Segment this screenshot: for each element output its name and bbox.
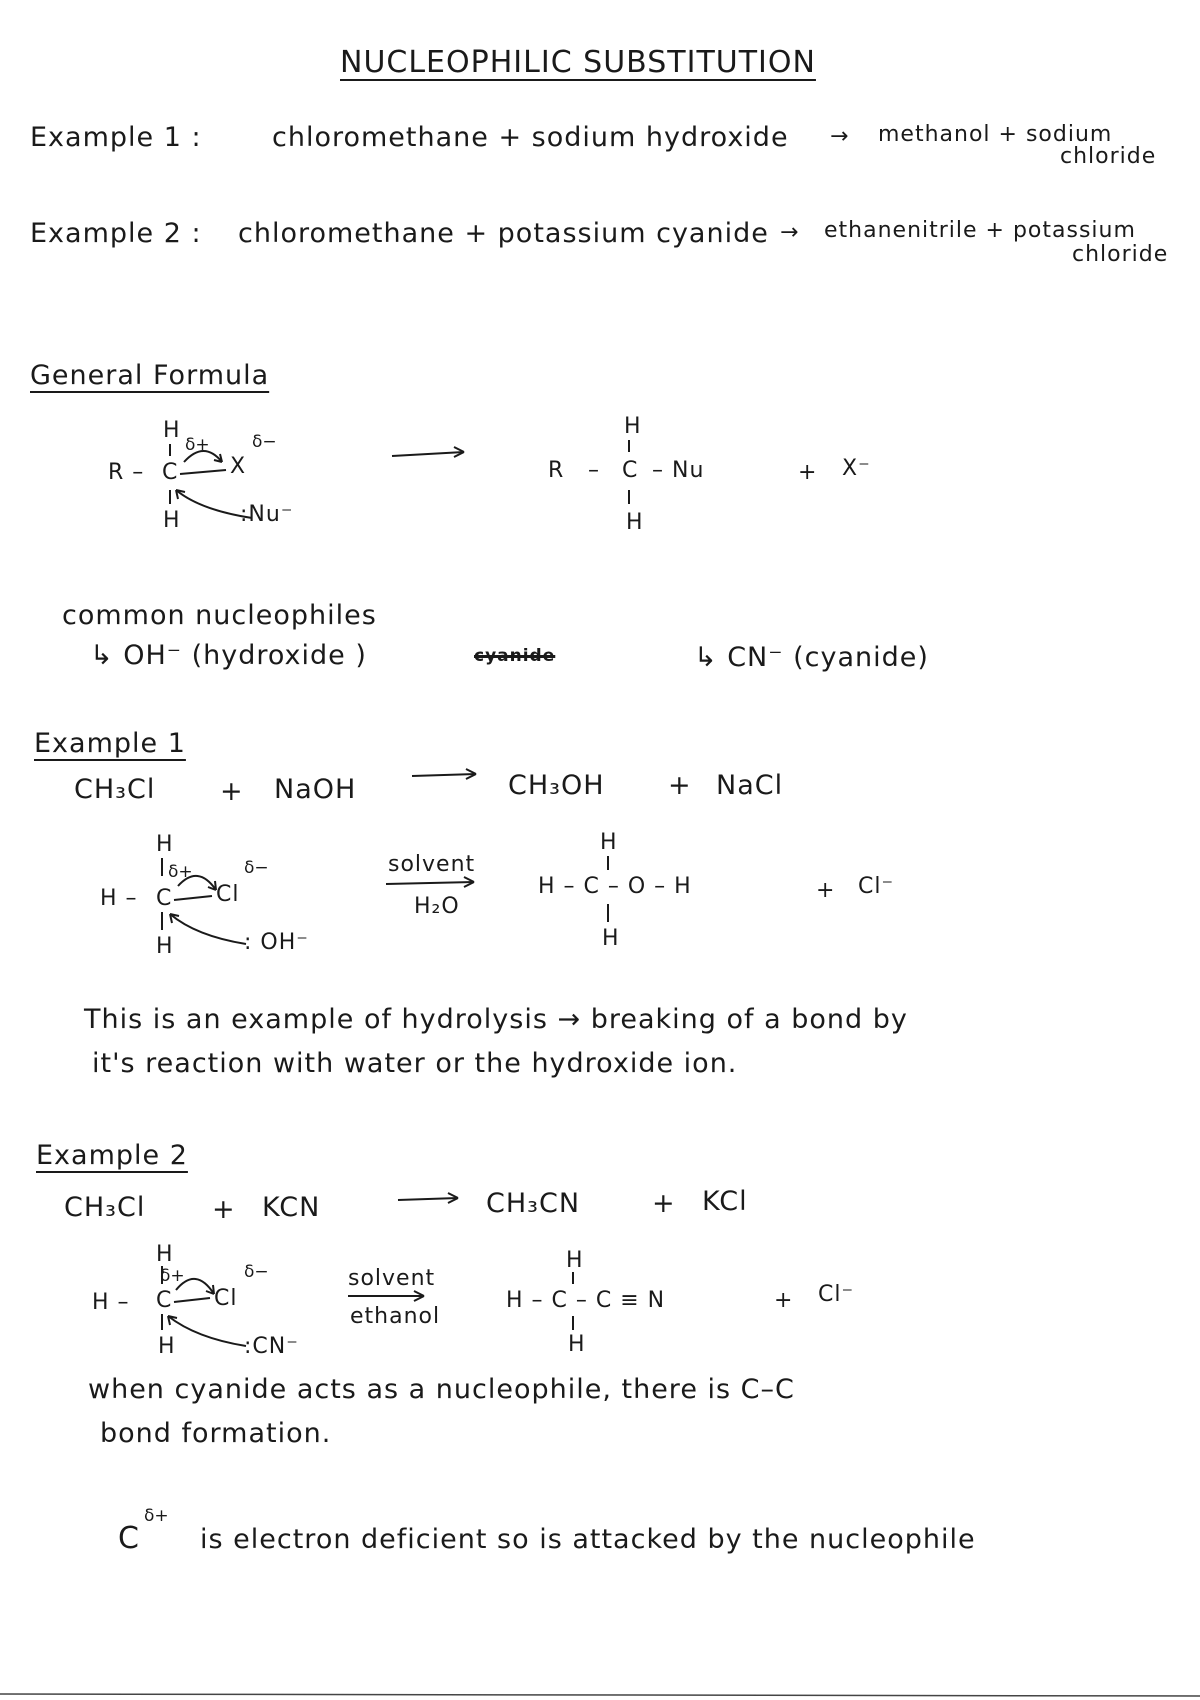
intro-example1-products-cont: chloride xyxy=(1060,144,1157,169)
ex2-product2: KCl xyxy=(702,1186,748,1217)
gf-leaving-group: X xyxy=(230,454,247,479)
ex1-plus2: + xyxy=(668,770,692,801)
ex1-mech-delta-plus: δ+ xyxy=(168,862,193,882)
gf-plus: + xyxy=(798,460,818,485)
gf-nucleophile: :Nu⁻ xyxy=(240,502,294,527)
ex1-product2: NaCl xyxy=(716,770,784,801)
ex1-plus1: + xyxy=(220,776,244,807)
final-carbon: C xyxy=(118,1521,140,1556)
ex1-mech-chlorine: Cl xyxy=(216,882,240,907)
ex1-reactant1: CH₃Cl xyxy=(74,774,156,805)
ex1-mech-bottom-h: H xyxy=(156,934,174,959)
ex1-curly-arrow-2 xyxy=(170,914,246,944)
ex2-prod-top-h: H xyxy=(566,1248,584,1273)
general-formula-heading: General Formula xyxy=(30,360,270,391)
ex2-mech-bottom-h: H xyxy=(158,1334,176,1359)
ex2-mech-chlorine: Cl xyxy=(214,1286,238,1311)
gf-prod-top-h: H xyxy=(624,414,642,439)
ex2-prod-chain: H – C – C ≡ N xyxy=(506,1288,666,1313)
ex1-solvent-arrow xyxy=(386,882,474,884)
ex2-bond-c-cl xyxy=(174,1298,210,1302)
ex1-note-line1: This is an example of hydrolysis → breaking of a bond by xyxy=(84,1004,908,1035)
ex2-mech-top-h: H xyxy=(156,1242,174,1267)
gf-bond-c-x xyxy=(180,470,226,474)
ex1-mech-hydroxide: : OH⁻ xyxy=(244,930,309,955)
page-edge-line xyxy=(0,1694,1200,1696)
ex2-prod-chloride-ion: Cl⁻ xyxy=(818,1282,855,1307)
nucleophile-cyanide: ↳ CN⁻ (cyanide) xyxy=(694,642,929,673)
ex1-mech-delta-minus: δ− xyxy=(244,858,269,878)
ex1-solvent-label: solvent xyxy=(388,852,476,877)
gf-r-group: R – xyxy=(108,460,145,485)
ex1-prod-bottom-h: H xyxy=(602,926,620,951)
gf-carbon: C xyxy=(162,460,179,485)
ex1-bond-c-cl xyxy=(174,896,212,900)
ex2-solvent-label: solvent xyxy=(348,1266,436,1291)
intro-example2-products-cont: chloride xyxy=(1072,242,1169,267)
ex2-reactant1: CH₃Cl xyxy=(64,1192,146,1223)
ex2-plus2: + xyxy=(652,1188,676,1219)
gf-curly-arrow-2 xyxy=(176,490,252,518)
ex1-prod-plus: + xyxy=(816,878,836,903)
ex1-mech-h-left: H – xyxy=(100,886,138,911)
gf-prod-carbon: C xyxy=(622,458,639,483)
ex2-product1: CH₃CN xyxy=(486,1188,581,1219)
example1-heading: Example 1 xyxy=(34,728,186,759)
ex1-prod-chain: H – C – O – H xyxy=(538,874,692,899)
ex2-note-line1: when cyanide acts as a nucleophile, there is C–C xyxy=(88,1374,795,1405)
crossed-out-word: cyanide xyxy=(474,646,556,666)
ex2-mech-cyanide: :CN⁻ xyxy=(244,1334,299,1359)
gf-prod-nu: – Nu xyxy=(652,458,705,483)
intro-example2-reaction: chloromethane + potassium cyanide xyxy=(238,218,769,249)
ex1-product1: CH₃OH xyxy=(508,770,605,801)
ex1-mech-top-h: H xyxy=(156,832,174,857)
gf-prod-bottom-h: H xyxy=(626,510,644,535)
gf-prod-r: R xyxy=(548,458,565,483)
gf-delta-plus: δ+ xyxy=(185,435,210,455)
ex2-plus1: + xyxy=(212,1194,236,1225)
final-delta-plus: δ+ xyxy=(144,1506,169,1526)
ex2-prod-bottom-h: H xyxy=(568,1332,586,1357)
ex2-mech-h-left: H – xyxy=(92,1290,130,1315)
ex1-solvent-water: H₂O xyxy=(414,894,460,919)
gf-prod-dash: – xyxy=(588,458,600,483)
ex2-equation-arrow xyxy=(398,1198,458,1200)
intro-example1-label: Example 1 : xyxy=(30,122,202,153)
ex1-prod-chloride-ion: Cl⁻ xyxy=(858,874,895,899)
gf-x-ion: X⁻ xyxy=(842,456,871,481)
page-title: NUCLEOPHILIC SUBSTITUTION xyxy=(340,45,816,80)
intro-example2-label: Example 2 : xyxy=(30,218,202,249)
ex2-mech-delta-plus: δ+ xyxy=(160,1266,185,1286)
ex2-prod-plus: + xyxy=(774,1288,794,1313)
ex2-curly-arrow-2 xyxy=(168,1316,246,1346)
gf-delta-minus: δ− xyxy=(252,432,277,452)
ex2-mech-carbon: C xyxy=(156,1288,173,1313)
intro-example1-products: methanol + sodium xyxy=(878,122,1113,147)
ex2-solvent-ethanol: ethanol xyxy=(350,1304,441,1329)
nucleophile-hydroxide: ↳ OH⁻ (hydroxide ) xyxy=(90,640,367,671)
ex1-prod-top-h: H xyxy=(600,830,618,855)
gf-top-h: H xyxy=(163,418,181,443)
ex2-mech-delta-minus: δ− xyxy=(244,1262,269,1282)
intro-example1-reaction: chloromethane + sodium hydroxide xyxy=(272,122,789,153)
ex1-mech-carbon: C xyxy=(156,886,173,911)
gf-bottom-h: H xyxy=(163,508,181,533)
intro-example2-arrow: → xyxy=(780,220,800,245)
intro-example1-arrow: → xyxy=(830,124,850,149)
nucleophiles-heading: common nucleophiles xyxy=(62,600,377,631)
example2-heading: Example 2 xyxy=(36,1140,188,1171)
final-statement: is electron deficient so is attacked by the nucleophile xyxy=(200,1524,976,1555)
ex1-equation-arrow xyxy=(412,774,476,776)
gf-reaction-arrow xyxy=(392,452,464,456)
ex2-note-line2: bond formation. xyxy=(100,1418,332,1449)
intro-example2-products: ethanenitrile + potassium xyxy=(824,218,1136,243)
ex1-reactant2: NaOH xyxy=(274,774,357,805)
ex1-note-line2: it's reaction with water or the hydroxide ion. xyxy=(92,1048,738,1079)
ex2-reactant2: KCN xyxy=(262,1192,321,1223)
